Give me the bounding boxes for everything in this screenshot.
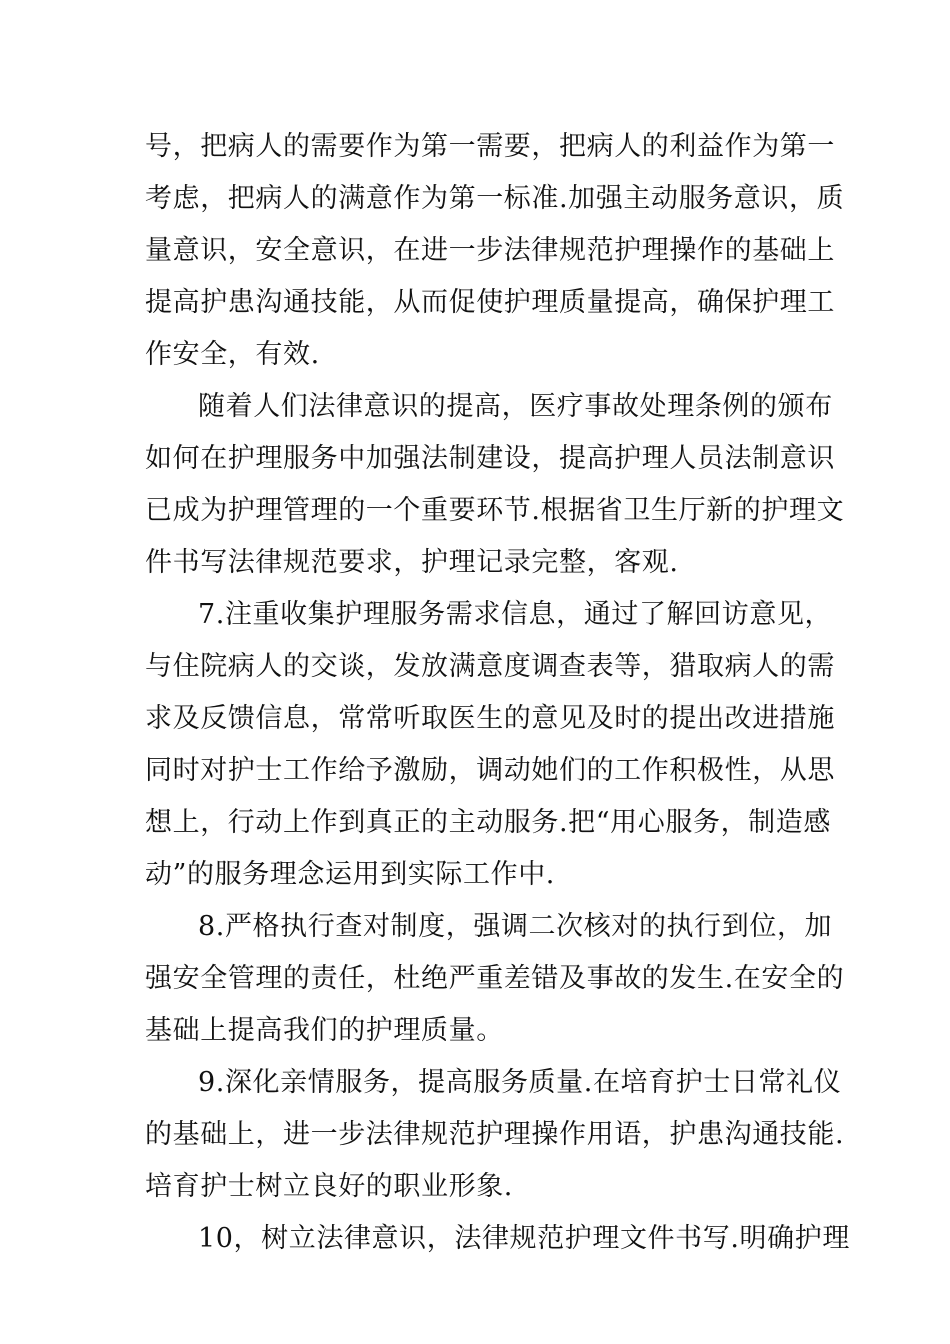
text-line: 的基础上，进一步法律规范护理操作用语，护患沟通技能. (145, 1119, 845, 1150)
text-line: 动”的服务理念运用到实际工作中. (145, 859, 555, 890)
text-line: 作安全，有效. (145, 339, 320, 370)
text-line: 提高护患沟通技能，从而促使护理质量提高，确保护理工 (145, 287, 835, 318)
text-line: 7.注重收集护理服务需求信息，通过了解回访意见， (198, 599, 833, 630)
text-line: 9.深化亲情服务，提高服务质量.在培育护士日常礼仪 (198, 1067, 842, 1098)
text-line: 已成为护理管理的一个重要环节.根据省卫生厅新的护理文 (145, 495, 845, 526)
text-line: 件书写法律规范要求，护理记录完整，客观. (145, 547, 679, 578)
document-body (145, 121, 850, 1265)
text-line: 量意识，安全意识，在进一步法律规范护理操作的基础上 (145, 235, 835, 266)
text-line: 同时对护士工作给予激励，调动她们的工作积极性，从思 (145, 755, 835, 786)
text-line: 基础上提高我们的护理质量。 (145, 1015, 504, 1046)
text-line: 考虑，把病人的满意作为第一标准.加强主动服务意识，质 (145, 183, 845, 214)
text-line: 想上，行动上作到真正的主动服务.把“用心服务，制造感 (145, 807, 831, 838)
text-line: 号，把病人的需要作为第一需要，把病人的利益作为第一 (145, 131, 835, 162)
text-line: 8.严格执行查对制度，强调二次核对的执行到位，加 (198, 911, 833, 942)
text-line: 随着人们法律意识的提高，医疗事故处理条例的颁布 (198, 391, 833, 422)
text-line: 10，树立法律意识，法律规范护理文件书写.明确护理 (198, 1223, 850, 1254)
text-line: 如何在护理服务中加强法制建设，提高护理人员法制意识 (145, 443, 835, 474)
text-line: 培育护士树立良好的职业形象. (145, 1171, 513, 1202)
text-line: 与住院病人的交谈，发放满意度调查表等，猎取病人的需 (145, 651, 835, 682)
text-line: 求及反馈信息，常常听取医生的意见及时的提出改进措施 (145, 703, 835, 734)
text-line: 强安全管理的责任，杜绝严重差错及事故的发生.在安全的 (145, 963, 845, 994)
